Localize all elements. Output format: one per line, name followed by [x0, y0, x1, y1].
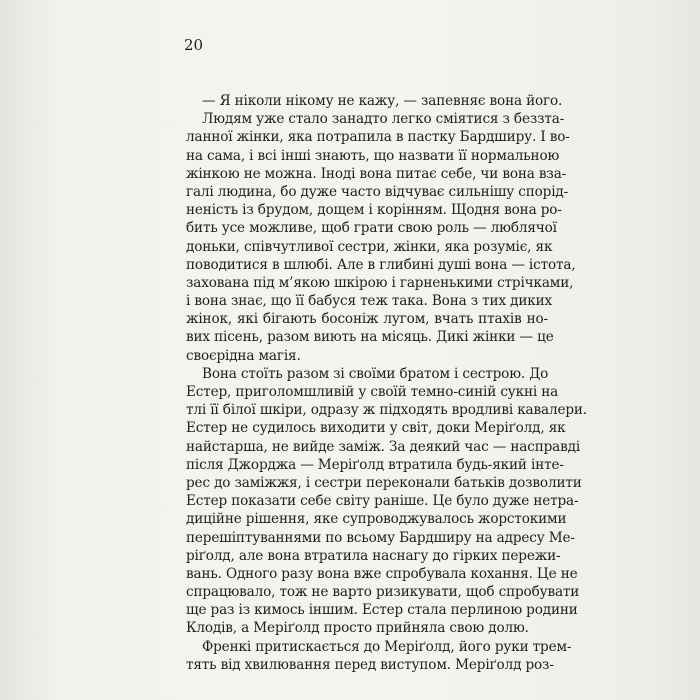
text-line: Клодів, а Меріґолд просто прийняла свою долю. [186, 620, 529, 637]
text-line: доньки, співчутливої сестри, жінки, яка розуміє, як [186, 238, 553, 255]
text-line: на сама, і всі інші знають, що назвати її нормальною [186, 147, 560, 164]
text-line: тлі її білої шкіри, одразу ж підходять вродливі кавалери. [186, 402, 587, 419]
text-line: Естер не судилось виходити у світ, доки Меріґолд, як [186, 420, 566, 437]
text-line: ланної жінки, яка потрапила в пастку Бардширу. І во- [186, 129, 570, 146]
text-line: поводитися в шлюбі. Але в глибині душі вона — істота, [186, 256, 576, 273]
page-number: 20 [184, 36, 204, 54]
text-line: після Джорджа — Меріґолд втратила будь-який інте- [186, 456, 564, 473]
text-line: жінкою не можна. Іноді вона питає себе, чи вона вза- [186, 165, 567, 182]
text-line: тять від хвилювання перед виступом. Меріґолд роз- [186, 656, 554, 673]
text-line: диційне рішення, яке супроводжувалось жорстокими [186, 511, 567, 528]
text-line: неність із брудом, дощем і корінням. Щодня вона ро- [186, 202, 562, 219]
text-line: і вона знає, що її бабуся теж така. Вона з тих диких [186, 293, 553, 310]
text-line: Естер показати себе світу раніше. Це було дуже нетра- [186, 493, 579, 510]
text-line: перешіптуваннями по всьому Бардширу на адресу Ме- [186, 529, 575, 546]
body-text [186, 92, 587, 674]
text-line: бить усе можливе, щоб грати свою роль — люблячої [186, 220, 557, 237]
text-line: Френкі притискається до Меріґолд, його руки трем- [202, 638, 572, 655]
text-line: Людям уже стало занадто легко сміятися з беззта- [202, 111, 565, 128]
text-line: ріґолд, але вона втратила наснагу до гірких пережи- [186, 547, 561, 564]
text-line: жінок, які бігають босоніж лугом, вчать птахів но- [186, 311, 548, 328]
text-line: галі людина, бо дуже часто відчуває сильнішу спорід- [186, 183, 569, 200]
text-line: Вона стоїть разом зі своїми братом і сестрою. До [202, 365, 549, 382]
text-line: рес до заміжжя, і сестри переконали батьків дозволити [186, 474, 582, 491]
text-line: вань. Одного разу вона вже спробувала кохання. Це не [186, 565, 578, 582]
text-line: спрацювало, тож не варто ризикувати, щоб спробувати [186, 584, 580, 601]
text-line: — Я ніколи нікому не кажу, — запевняє вона його. [202, 93, 563, 109]
text-line: своєрідна магія. [186, 347, 301, 364]
text-line: вих пісень, разом виють на місяць. Дикі жінки — це [186, 329, 554, 346]
text-line: ще раз із кимось іншим. Естер стала перлиною родини [186, 602, 578, 619]
text-line: захована під м’якою шкірою і гарненькими стрічками, [186, 274, 574, 291]
text-line: Естер, приголомшливій у своїй темно-синій сукні на [186, 384, 559, 400]
text-line: найстарша, не вийде заміж. За деякий час — насправді [186, 438, 581, 455]
